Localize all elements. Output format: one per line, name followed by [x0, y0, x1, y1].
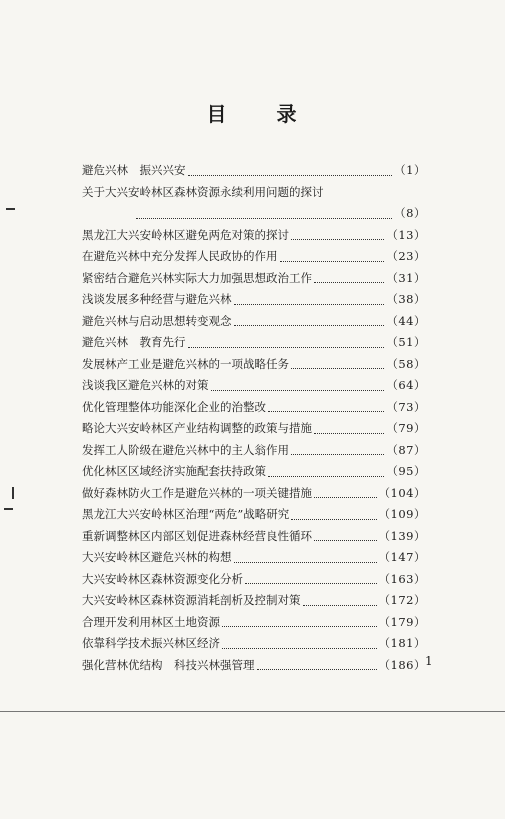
toc-entry-title: 大兴安岭林区避危兴林的构想: [82, 550, 232, 564]
toc-entry-title: 发挥工人阶级在避危兴林中的主人翁作用: [82, 442, 289, 457]
dot-leader: [257, 668, 377, 670]
toc-entry-page: （181）: [378, 636, 426, 650]
toc-entry: [82, 590, 426, 612]
dot-leader: [291, 367, 384, 369]
toc-entry-page: （44）: [386, 313, 426, 328]
dot-leader: [291, 453, 384, 455]
dot-leader: [268, 410, 384, 412]
toc-entry-title: 优化管理整体功能深化企业的治整改: [82, 399, 266, 414]
dot-leader: [234, 303, 385, 305]
dot-leader: [188, 346, 385, 348]
page-number: 1: [425, 654, 433, 668]
toc-entry-page: （186）: [378, 657, 426, 672]
toc-entry-page: （79）: [386, 421, 426, 435]
toc-entry: [82, 354, 426, 376]
toc-entry-page: （13）: [386, 227, 426, 242]
toc-entry: [82, 655, 426, 677]
toc-entry-page: （179）: [378, 614, 426, 629]
table-of-contents: [82, 160, 426, 676]
toc-entry-page: （58）: [386, 356, 426, 371]
toc-entry-title: 关于大兴安岭林区森林资源永续利用问题的探讨: [82, 184, 324, 199]
toc-entry: [82, 418, 426, 440]
toc-entry-title: 在避危兴林中充分发挥人民政协的作用: [82, 249, 278, 263]
toc-entry-title: 略论大兴安岭林区产业结构调整的政策与措施: [82, 421, 312, 435]
toc-entry-title: 强化营林优结构 科技兴林强管理: [82, 657, 255, 672]
toc-entry-title: 黑龙江大兴安岭林区治理“两危”战略研究: [82, 507, 290, 521]
toc-entry-page: （8）: [394, 206, 426, 220]
dot-leader: [280, 260, 385, 262]
toc-entry: [82, 332, 426, 354]
dot-leader: [314, 539, 377, 541]
toc-entry-title: 浅谈发展多种经营与避危兴林: [82, 292, 232, 306]
toc-entry: [82, 633, 426, 655]
dot-leader: [314, 496, 377, 498]
toc-entry: [82, 268, 426, 290]
toc-entry-title: 避危兴林 振兴兴安: [82, 163, 186, 177]
title-char-2: 录: [276, 102, 299, 126]
toc-entry: [82, 397, 426, 419]
toc-entry: [82, 547, 426, 569]
dot-leader: [222, 625, 377, 627]
toc-entry-title: 黑龙江大兴安岭林区避免两危对策的探讨: [82, 227, 289, 242]
toc-entry-title: 大兴安岭林区森林资源消耗剖析及控制对策: [82, 593, 301, 607]
dot-leader: [291, 518, 376, 520]
toc-entry-page: （1）: [394, 163, 426, 177]
dot-leader: [314, 432, 384, 434]
toc-entry: [82, 203, 426, 225]
toc-entry-page: （109）: [378, 507, 426, 521]
toc-entry: [82, 311, 426, 333]
toc-entry-page: （64）: [386, 378, 426, 392]
toc-entry-page: （23）: [386, 249, 426, 263]
dot-leader: [234, 561, 377, 563]
toc-entry: [82, 612, 426, 634]
toc-entry: [82, 526, 426, 548]
scan-mark: [4, 508, 13, 510]
toc-entry-page: （139）: [378, 528, 426, 543]
dot-leader: [188, 174, 393, 176]
toc-entry: [82, 289, 426, 311]
toc-entry-title: 大兴安岭林区森林资源变化分析: [82, 571, 243, 586]
toc-entry-title: 避危兴林与启动思想转变观念: [82, 313, 232, 328]
toc-entry-page: （147）: [378, 550, 426, 564]
dot-leader: [211, 389, 385, 391]
dot-leader: [234, 324, 385, 326]
toc-entry-page: （87）: [386, 442, 426, 457]
toc-entry: [82, 461, 426, 483]
toc-entry-page: （172）: [378, 593, 426, 607]
bottom-rule: [0, 711, 505, 712]
toc-entry-title: 浅谈我区避危兴林的对策: [82, 378, 209, 392]
toc-entry: [82, 483, 426, 505]
dot-leader: [291, 238, 384, 240]
title-char-1: 目: [206, 102, 229, 126]
toc-entry: [82, 225, 426, 247]
toc-entry-title: 优化林区区域经济实施配套扶持政策: [82, 464, 266, 478]
dot-leader: [222, 647, 377, 649]
toc-entry: [82, 569, 426, 591]
toc-entry-title: 发展林产工业是避危兴林的一项战略任务: [82, 356, 289, 371]
toc-entry-page: （163）: [378, 571, 426, 586]
toc-entry-page: （73）: [386, 399, 426, 414]
toc-entry-title: 做好森林防火工作是避危兴林的一项关键措施: [82, 485, 312, 500]
toc-entry-title: 合理开发利用林区土地资源: [82, 614, 220, 629]
toc-entry: [82, 504, 426, 526]
page-title: [0, 98, 505, 127]
toc-entry-title: 重新调整林区内部区划促进森林经营良性循环: [82, 528, 312, 543]
dot-leader: [268, 475, 384, 477]
toc-entry: [82, 160, 426, 182]
toc-entry-title: 依靠科学技术振兴林区经济: [82, 636, 220, 650]
dot-leader: [245, 582, 377, 584]
toc-entry-page: （104）: [378, 485, 426, 500]
toc-entry-title: 避危兴林 教育先行: [82, 335, 186, 349]
dot-leader: [136, 217, 392, 219]
toc-entry: [82, 246, 426, 268]
toc-entry-page: （31）: [386, 270, 426, 285]
toc-entry-title: 紧密结合避危兴林实际大力加强思想政治工作: [82, 270, 312, 285]
scan-mark: [6, 208, 15, 210]
dot-leader: [303, 604, 377, 606]
toc-entry: [82, 375, 426, 397]
dot-leader: [314, 281, 384, 283]
toc-entry-page: （51）: [386, 335, 426, 349]
toc-entry-page: （38）: [386, 292, 426, 306]
toc-entry: [82, 182, 426, 204]
scan-mark: [12, 487, 14, 499]
toc-entry: [82, 440, 426, 462]
toc-entry-page: （95）: [386, 464, 426, 478]
